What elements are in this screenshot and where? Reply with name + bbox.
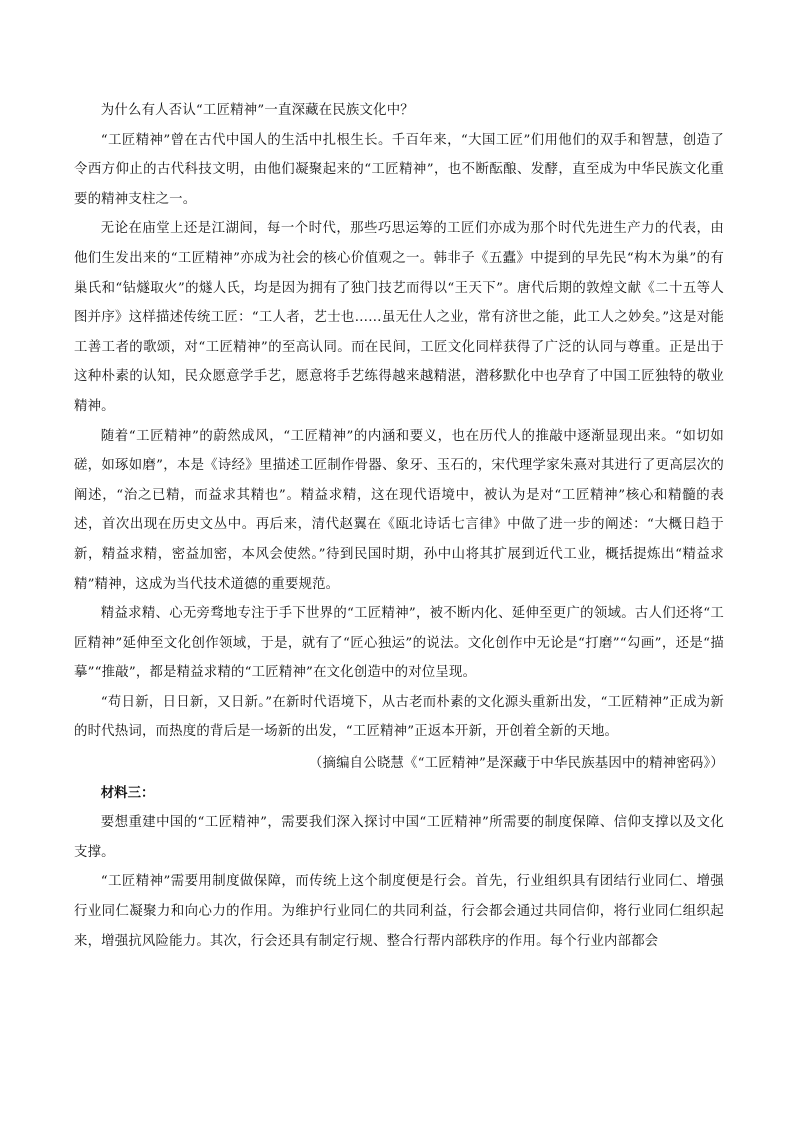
paragraph-1: “工匠精神”曾在古代中国人的生活中扎根生长。千百年来，“大国工匠”们用他们的双手和智慧，创造了令西方仰止的古代科技文明，由他们凝聚起来的“工匠精神”，也不断酝酿、发酵，直至成为中华民族文化重要的精神支柱之一。 — [74, 132, 724, 207]
question-line: 为什么有人否认“工匠精神”一直深藏在民族文化中？ — [100, 103, 414, 118]
paragraph-2: 无论在庙堂上还是江湖间，每一个时代，那些巧思运筹的工匠们亦成为那个时代先进生产力的代表，由他们生发出来的“工匠精神”亦成为社会的核心价值观之一。韩非子《五蠹》中提到的早先民“构木为巢”的有巢氏和“钻燧取火”的燧人氏，均是因为拥有了独门技艺而得以“王天下”。唐代后期的敦煌文献《二十五等人图并序》这样描述传统工匠：“工人者，艺士也……虽无仕人之业，常有济世之能，此工人之妙矣。”这是对能工善工者的歌颂，对“工匠精神”的至高认同。而在民间，工匠文化同样获得了广泛的认同与尊重。正是出于这种朴素的认知，民众愿意学手艺，愿意将手艺练得越来越精湛，潜移默化中也孕育了中国工匠独特的敬业精神。 — [74, 221, 724, 414]
material-paragraph-1: 要想重建中国的“工匠精神”，需要我们深入探讨中国“工匠精神”所需要的制度保障、信仰支撑以及文化支撑。 — [74, 815, 724, 860]
material-paragraph-2: “工匠精神”需要用制度做保障，而传统上这个制度便是行会。首先，行业组织具有团结行业同仁、增强行业同仁凝聚力和向心力的作用。为维护行业同仁的共同利益，行会都会通过共同信仰，将行业同仁组织起来，增强抗风险能力。其次，行会还具有制定行规、整合行帮内部秩序的作用。每个行业内部都会 — [74, 874, 724, 949]
paragraph-3: 随着“工匠精神”的蔚然成风，“工匠精神”的内涵和要义，也在历代人的推敲中逐渐显现出来。“如切如磋，如琢如磨”，本是《诗经》里描述工匠制作骨器、象牙、玉石的，宋代理学家朱熹对其进行了更高层次的阐述，“治之已精，而益求其精也”。精益求精，这在现代语境中，被认为是对“工匠精神”核心和精髓的表述，首次出现在历史文丛中。再后来，清代赵翼在《瓯北诗话七言律》中做了进一步的阐述：“大概日趋于新，精益求精，密益加密，本风会使然。”待到民国时期，孙中山将其扩展到近代工业，概括提炼出“精益求精”精神，这成为当代技术道德的重要规范。 — [74, 428, 724, 592]
paragraph-4: 精益求精、心无旁骛地专注于手下世界的“工匠精神”，被不断内化、延伸至更广的领域。古人们还将“工匠精神”延伸至文化创作领域，于是，就有了“匠心独运”的说法。文化创作中无论是“打磨”“勾画”，还是“描摹”“推敲”，都是精益求精的“工匠精神”在文化创造中的对位呈现。 — [74, 606, 724, 681]
source-citation: （摘编自公晓慧《“工匠精神”是深藏于中华民族基因中的精神密码》） — [308, 756, 724, 772]
paragraph-5: “苟日新，日日新，又日新。”在新时代语境下，从古老而朴素的文化源头重新出发，“工匠精神”正成为新的时代热词，而热度的背后是一场新的出发，“工匠精神”正返本开新，开创着全新的天地。 — [74, 694, 724, 740]
document-body — [74, 96, 724, 956]
material-heading: 材料三： — [100, 785, 155, 801]
